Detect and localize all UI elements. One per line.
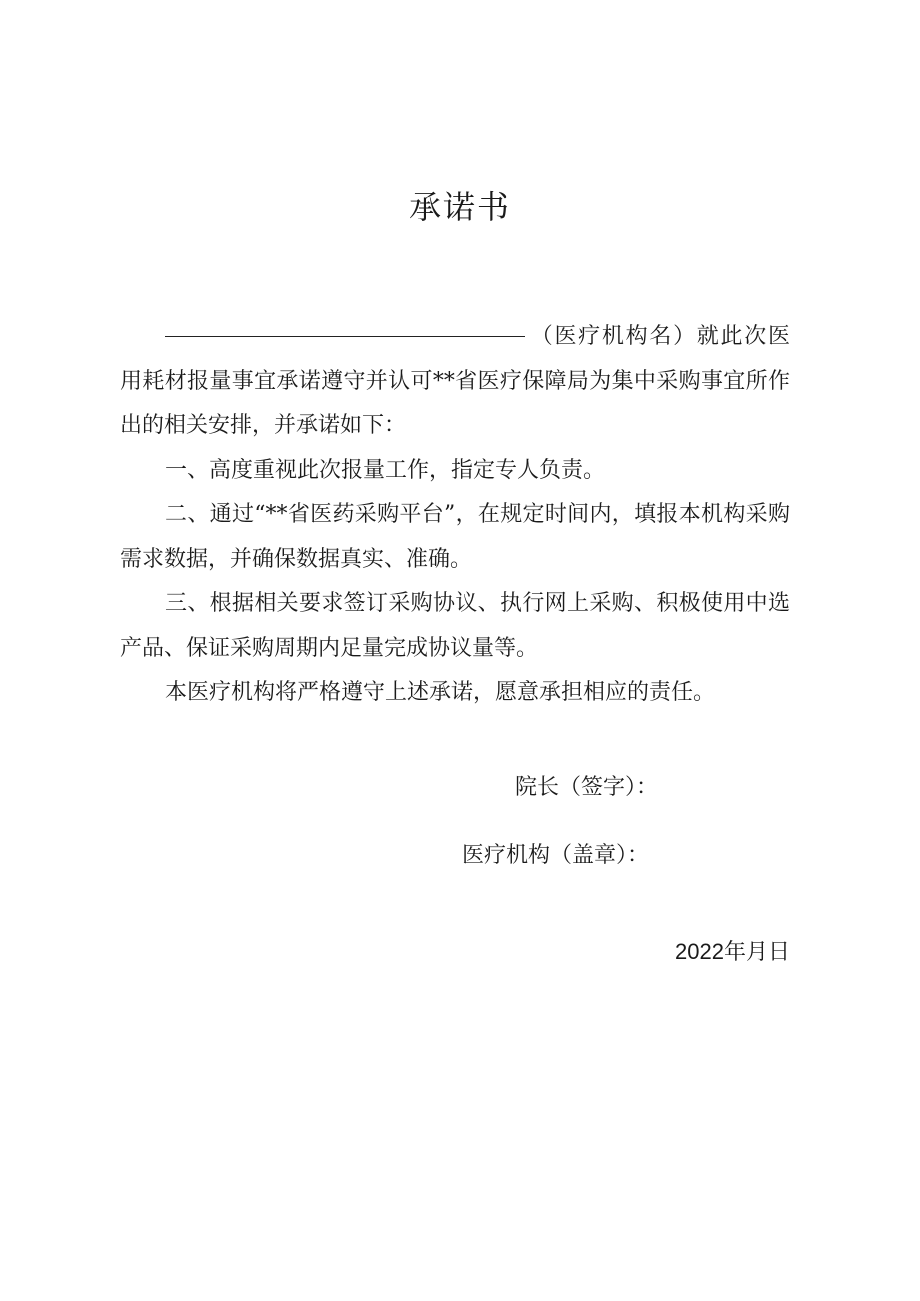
commitment-item-1: 一、高度重视此次报量工作，指定专人负责。	[165, 457, 606, 483]
institution-name-blank[interactable]	[165, 335, 525, 337]
institution-seal-label: 医疗机构（盖章）：	[462, 843, 650, 868]
document-date: 2022年月日	[675, 939, 790, 964]
intro-paragraph	[120, 315, 790, 449]
commitment-item-2: 二、通过“**省医药采购平台”，在规定时间内，填报本机构采购需求数据，并确保数据真实、准确。	[120, 502, 790, 572]
president-signature-label: 院长（签字）：	[515, 775, 659, 800]
closing-statement: 本医疗机构将严格遵守上述承诺，愿意承担相应的责任。	[165, 680, 716, 705]
commitment-item-3: 三、根据相关要求签订采购协议、执行网上采购、积极使用中选产品、保证采购周期内足量完成协议量等。	[120, 591, 790, 661]
document-title: 承诺书	[408, 188, 511, 226]
document-body	[120, 315, 790, 716]
intro-text: （医疗机构名）就此次医用耗材报量事宜承诺遵守并认可**省医疗保障局为集中采购事宜所作出的相关安排，并承诺如下：	[120, 324, 790, 438]
